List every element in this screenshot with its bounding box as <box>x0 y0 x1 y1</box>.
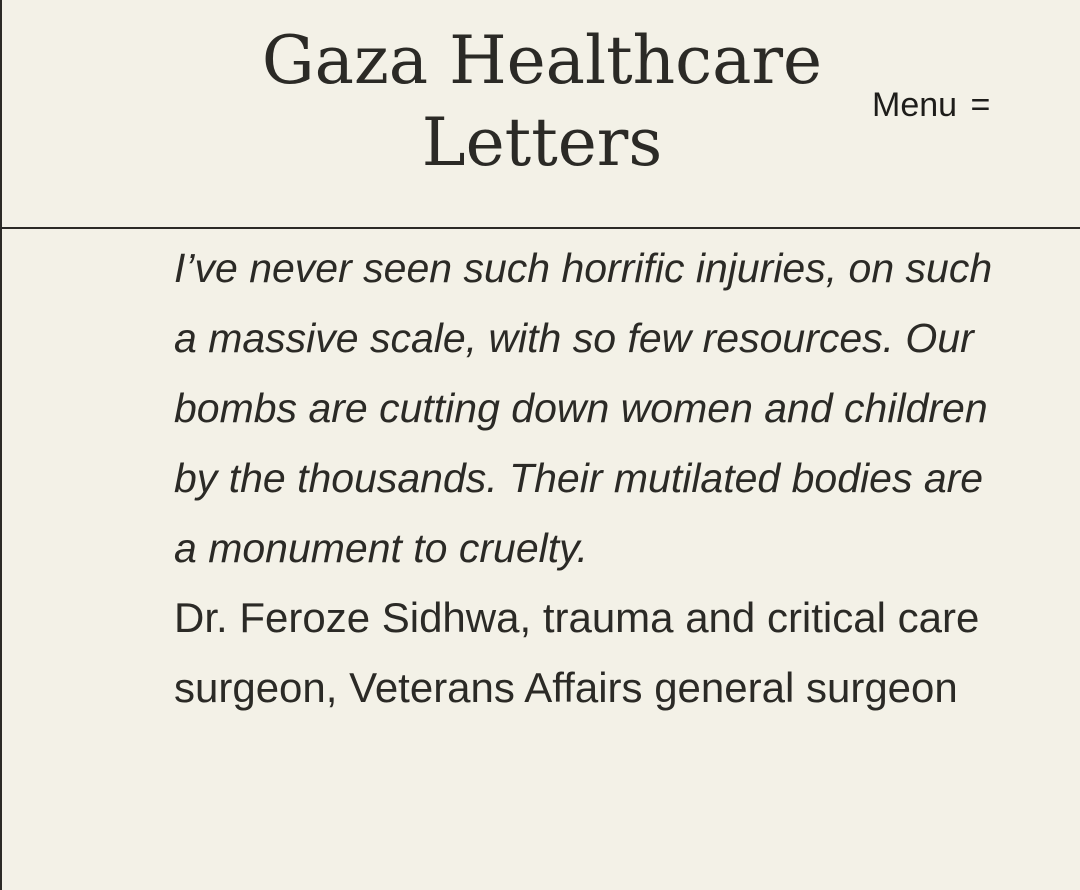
menu-label: Menu <box>872 86 958 124</box>
letter-quote: I’ve never seen such horrific injuries, on such a massive scale, with so few resources. Our bombs are cutting down women and children by the thousands. Their mutilated bodies are a monument to cruelty. <box>174 245 993 571</box>
letter-attribution: Dr. Feroze Sidhwa, trauma and critical care surgeon, Veterans Affairs general surgeon <box>174 594 980 711</box>
site-title[interactable]: Gaza Healthcare Letters <box>261 22 823 181</box>
site-header <box>2 0 1080 229</box>
hamburger-menu-icon: = <box>970 86 991 124</box>
letter-content <box>174 233 1014 723</box>
menu-button[interactable] <box>872 84 990 126</box>
